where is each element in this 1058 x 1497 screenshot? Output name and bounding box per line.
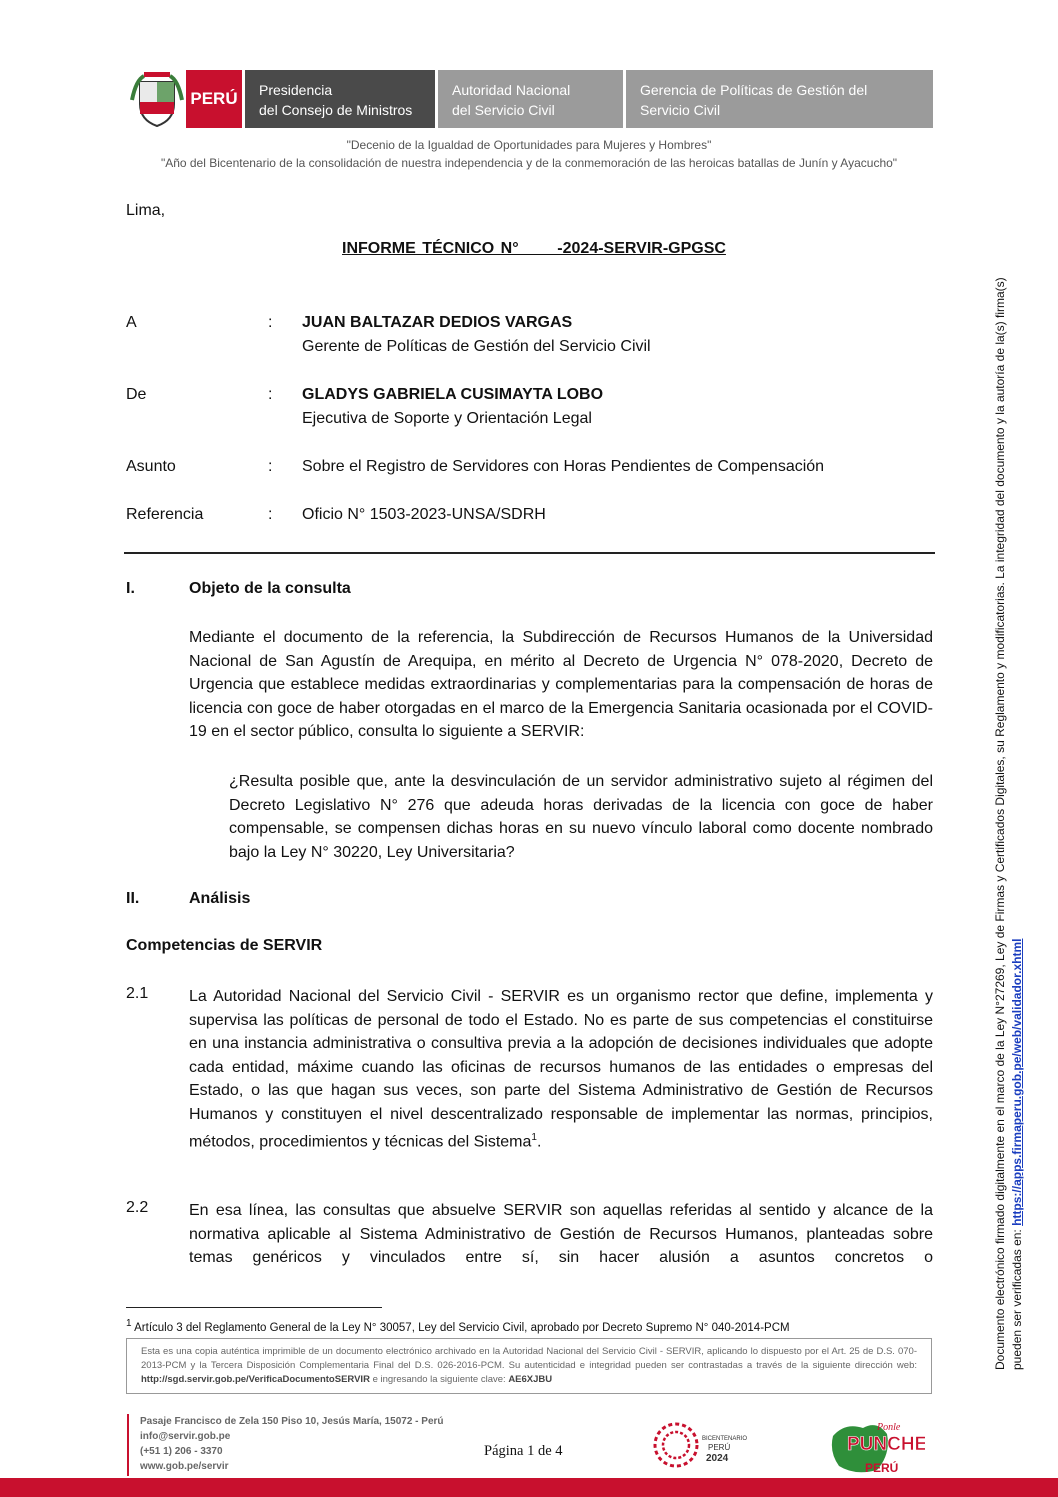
ponle-punche-peru-logo — [825, 1414, 925, 1478]
verification-url[interactable]: http://sgd.servir.gob.pe/VerificaDocumentoSERVIR — [141, 1374, 370, 1385]
header-box2-line2: del Servicio Civil — [452, 102, 555, 118]
paragraph-2-1 — [189, 985, 933, 1154]
field-colon: : — [268, 314, 273, 331]
contact-block — [140, 1414, 444, 1474]
verification-text: Esta es una copia auténtica imprimible de un documento electrónico archivado en la Autoridad Nacional del Servicio Civil - SERVIR, aplicando lo dispuesto por el Art. 25 de D.S. 070-2013-PCM y la Tercera Disposición Complementaria Final del D.S. 026-2016-PCM. Su autenticidad e integridad pueden ser contrastadas a través de la siguiente dirección web: — [141, 1346, 917, 1371]
footnote-divider — [126, 1307, 382, 1308]
header-box1-line1: Presidencia — [259, 82, 333, 98]
footnote-text: Artículo 3 del Reglamento General de la Ley N° 30057, Ley del Servicio Civil, aprobado por Decreto Supremo N° 040-2014-PCM — [131, 1321, 790, 1334]
paragraph-number: 2.2 — [126, 1199, 149, 1216]
header-box2-line1: Autoridad Nacional — [452, 82, 571, 98]
address: Pasaje Francisco de Zela 150 Piso 10, Jesús María, 15072 - Perú — [140, 1416, 444, 1427]
field-label-a: A — [126, 314, 137, 331]
punche-text-2: PUNCHE — [847, 1434, 925, 1455]
website-link[interactable]: www.gob.pe/servir — [140, 1461, 229, 1472]
punche-text-1: Ponle — [877, 1422, 901, 1433]
reference-value: Oficio N° 1503-2023-UNSA/SDRH — [302, 506, 546, 523]
consultation-question: ¿Resulta posible que, ante la desvinculación de un servidor administrativo sujeto al régimen del Decreto Legislativo N° 276 que adeuda horas derivadas de la licencia con goce de haber compensable, se compensen dichas horas en su nuevo vínculo laboral como docente nombrado bajo la Ley N° 30220, Ley Universitaria? — [229, 773, 933, 861]
recipient-role: Gerente de Políticas de Gestión del Servicio Civil — [302, 338, 651, 355]
footer-accent-bar — [127, 1414, 129, 1476]
paragraph-2-1-text: La Autoridad Nacional del Servicio Civil - SERVIR es un organismo rector que define, implementa y supervisa las políticas de personal de todo el Estado. No es parte de sus competencias el constituirse en una instancia administrativa o consultiva previa a la adopción de decisiones individuales que adopte cada entidad, máxime cuando las oficinas de recursos humanos de las entidades o empresas del Estado, o las que hagan sus veces, son parte del Sistema Administrativo de Gestión de Recursos Humanos y constituyen el nivel descentralizado responsable de implementar las normas, principios, métodos, procedimientos y técnicas del Sistema — [189, 988, 933, 1151]
place-date: Lima, — [126, 202, 166, 219]
section1-paragraph: Mediante el documento de la referencia, la Subdirección de Recursos Humanos de la Universidad Nacional de San Agustín de Arequipa, en mérito al Decreto de Urgencia N° 078-2020, Decreto de Urgencia que establece medidas extraordinarias y complementarias para la compensación de horas de licencia con goce de haber otorgadas en el marco de la Emergencia Sanitaria ocasionada por el COVID-19 en el sector público, consulta lo siguiente a SERVIR: — [189, 629, 933, 740]
bicentenario-year: 2024 — [706, 1453, 729, 1464]
validator-link[interactable]: https://apps.firmaperu.gob.pe/web/validador.xhtml — [1010, 938, 1024, 1226]
bicentenario-logo — [652, 1420, 752, 1470]
subject-value: Sobre el Registro de Servidores con Horas Pendientes de Compensación — [302, 458, 825, 475]
peru-coat-of-arms-icon — [130, 70, 184, 130]
peru-logo: PERÚ — [186, 70, 242, 128]
verification-notice — [126, 1338, 932, 1394]
field-label-referencia: Referencia — [126, 506, 204, 523]
subsection-title: Competencias de SERVIR — [126, 937, 323, 954]
section-title: Análisis — [189, 890, 251, 907]
pcm-header-box — [245, 70, 435, 128]
page-number: Página 1 de 4 — [484, 1443, 563, 1459]
sender-role: Ejecutiva de Soporte y Orientación Legal — [302, 410, 592, 427]
field-label-asunto: Asunto — [126, 458, 176, 475]
header-divider — [124, 552, 935, 554]
digital-signature-notice — [992, 210, 1026, 1370]
signature-notice-prefix: pueden ser verificadas en: — [1010, 1225, 1024, 1370]
footer-red-bar — [0, 1478, 1058, 1497]
email-link[interactable]: info@servir.gob.pe — [140, 1431, 231, 1442]
sender-name: GLADYS GABRIELA CUSIMAYTA LOBO — [302, 386, 604, 403]
signature-notice-line1: Documento electrónico firmado digitalmente en el marco de la Ley N°27269, Ley de Firmas y Certificados Digitales, su Reglamento y modificatorias. La integridad del documento y la autoría de la(s) firma(s) — [993, 277, 1007, 1370]
header-box3-line1: Gerencia de Políticas de Gestión del — [640, 82, 868, 98]
document-title: INFORME TÉCNICO N° -2024-SERVIR-GPGSC — [342, 240, 726, 257]
section-title: Objeto de la consulta — [189, 580, 351, 597]
field-label-de: De — [126, 386, 147, 403]
anio-motto: "Año del Bicentenario de la consolidación de nuestra independencia y de la conmemoración de las heroicas batallas de Junín y Ayacucho" — [160, 156, 898, 170]
verification-mid: e ingresando la siguiente clave: — [369, 1374, 509, 1385]
phone: (+51 1) 206 - 3370 — [140, 1446, 223, 1457]
section-number: II. — [126, 890, 140, 907]
header-box3-line2: Servicio Civil — [640, 102, 721, 118]
decenio-motto: "Decenio de la Igualdad de Oportunidades para Mujeres y Hombres" — [346, 138, 712, 152]
gerencia-header-box — [626, 70, 933, 128]
field-colon: : — [268, 386, 273, 403]
punche-text-3: PERÚ — [865, 1461, 899, 1475]
verification-key: AE6XJBU — [508, 1374, 553, 1385]
footnote-ref: 1 — [531, 1132, 537, 1143]
field-colon: : — [268, 506, 273, 523]
header-box1-line2: del Consejo de Ministros — [259, 102, 413, 118]
paragraph-number: 2.1 — [126, 985, 149, 1002]
bicentenario-peru: PERÚ — [708, 1443, 731, 1452]
paragraph-2-2: En esa línea, las consultas que absuelve SERVIR son aquellas referidas al sentido y alcance de la normativa aplicable al Sistema Administrativo de Gestión de Recursos Humanos, planteadas sobre temas genéricos y vinculados entre sí, sin hacer alusión a asuntos concretos o — [189, 1202, 933, 1266]
paragraph-2-1-end: . — [536, 1133, 542, 1151]
footnote-number: 1 — [126, 1318, 132, 1329]
footnote — [126, 1318, 790, 1334]
bicentenario-text: BICENTENARIO — [702, 1436, 748, 1442]
field-colon: : — [268, 458, 273, 475]
section-number: I. — [126, 580, 135, 597]
servir-header-box — [438, 70, 623, 128]
recipient-name: JUAN BALTAZAR DEDIOS VARGAS — [302, 314, 573, 331]
signature-notice-line2 — [1009, 210, 1026, 1370]
